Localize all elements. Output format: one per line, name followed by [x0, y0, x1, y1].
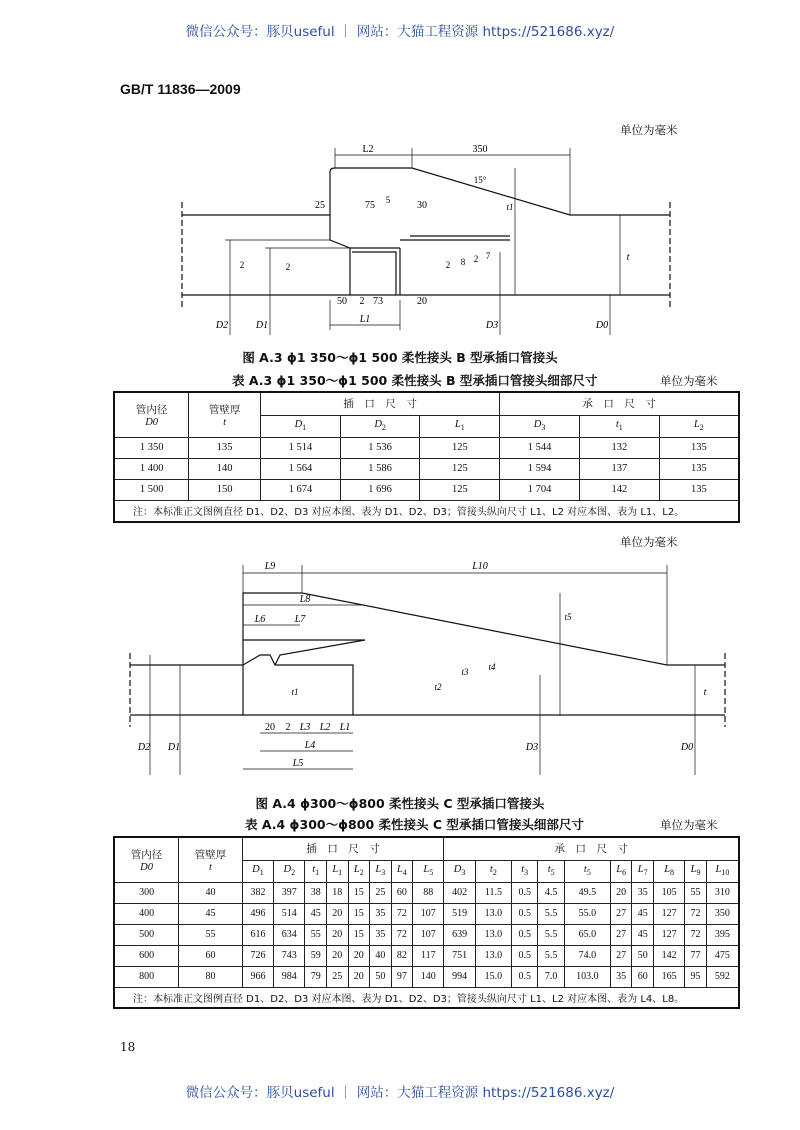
fig4-label-2: 2	[285, 722, 291, 733]
fig4-label-L4: L4	[304, 740, 316, 751]
table-cell: 117	[413, 945, 444, 966]
table-a4-note: 注：本标准正文图例直径 D1、D2、D3 对应本图、表为 D1、D2、D3；管接头纵向尺寸 L1、L2 对应本图、表为 L4、L8。	[114, 987, 739, 1008]
header-wall: 管壁厚 t	[179, 837, 243, 882]
table-cell: 5.5	[538, 903, 564, 924]
table-a3-unit: 单位为毫米	[660, 374, 718, 388]
column-header: $D_3$	[444, 860, 475, 882]
fig3-label-angle: 15°	[473, 175, 487, 185]
table-cell: 72	[685, 903, 707, 924]
table-cell: 79	[305, 966, 327, 987]
fig4-label-t3: t3	[461, 667, 469, 677]
fig3-label-2a: 2	[239, 260, 245, 270]
column-header: $t_1$	[305, 860, 327, 882]
fig3-label-t: t	[626, 252, 630, 263]
table-cell: 65.0	[564, 924, 610, 945]
table-cell: 45	[632, 924, 654, 945]
fig4-label-L1: L1	[339, 722, 351, 733]
column-header: $t_5$	[564, 860, 610, 882]
table-cell: 35	[610, 966, 632, 987]
page-number: 18	[120, 1040, 136, 1054]
fig3-label-50: 50	[337, 296, 347, 307]
fig3-label-2d: 2	[473, 254, 479, 264]
table-cell: 13.0	[475, 924, 511, 945]
fig4-label-L10: L10	[472, 561, 488, 572]
fig4-label-L5: L5	[292, 758, 304, 769]
table-cell: 800	[114, 966, 179, 987]
table-cell: 1 586	[340, 458, 420, 479]
table-cell: 1 514	[261, 437, 341, 458]
fig3-label-30: 30	[417, 200, 427, 211]
table-cell: 300	[114, 882, 179, 903]
table-row	[114, 437, 739, 458]
table-cell: 397	[274, 882, 305, 903]
table-cell: 15	[348, 924, 370, 945]
table-cell: 13.0	[475, 903, 511, 924]
column-header: $L_4$	[391, 860, 413, 882]
table-cell: 135	[659, 479, 739, 500]
header-spigot: 插 口 尺 寸	[242, 837, 444, 860]
fig3-label-L1: L1	[359, 314, 371, 325]
table-cell: 74.0	[564, 945, 610, 966]
fig3-label-20: 20	[417, 296, 427, 307]
table-cell: 395	[706, 924, 739, 945]
table-cell: 40	[370, 945, 392, 966]
header-spigot: 插 口 尺 寸	[261, 392, 500, 415]
header-watermark: 微信公众号：豚贝useful ｜ 网站：大猫工程资源 https://521686.xyz/	[185, 24, 615, 40]
fig3-label-7: 7	[485, 251, 491, 261]
table-cell: 519	[444, 903, 475, 924]
table-cell: 55	[305, 924, 327, 945]
fig4-label-t: t	[703, 687, 707, 698]
footer-watermark: 微信公众号：豚贝useful ｜ 网站：大猫工程资源 https://521686.xyz/	[185, 1085, 615, 1101]
figure-a4-unit: 单位为毫米	[620, 535, 678, 549]
table-cell: 50	[632, 945, 654, 966]
fig4-label-t5: t5	[564, 612, 572, 622]
table-cell: 142	[653, 945, 684, 966]
fig4-label-D3: D3	[525, 742, 539, 753]
table-cell: 25	[370, 882, 392, 903]
table-cell: 400	[114, 903, 179, 924]
table-cell: 7.0	[538, 966, 564, 987]
table-row	[114, 903, 739, 924]
header-inner-dia: 管内径 D0	[114, 392, 189, 437]
table-cell: 1 400	[114, 458, 189, 479]
table-cell: 4.5	[538, 882, 564, 903]
fig4-label-D1: D1	[167, 742, 181, 753]
column-header: $L_6$	[610, 860, 632, 882]
column-header: $L_8$	[653, 860, 684, 882]
table-cell: 5.5	[538, 945, 564, 966]
fig3-label-25: 25	[315, 200, 325, 211]
column-header: $L_9$	[685, 860, 707, 882]
table-cell: 35	[370, 903, 392, 924]
fig3-label-2c: 2	[445, 260, 451, 270]
table-cell: 616	[242, 924, 273, 945]
table-cell: 20	[348, 945, 370, 966]
table-cell: 72	[391, 903, 413, 924]
table-cell: 27	[610, 903, 632, 924]
fig3-label-2b: 2	[285, 262, 291, 272]
table-cell: 496	[242, 903, 273, 924]
table-cell: 994	[444, 966, 475, 987]
table-cell: 40	[179, 882, 243, 903]
table-cell: 0.5	[512, 903, 538, 924]
table-cell: 135	[659, 458, 739, 479]
table-cell: 743	[274, 945, 305, 966]
table-cell: 35	[370, 924, 392, 945]
table-cell: 15	[348, 882, 370, 903]
fig3-label-73: 73	[373, 296, 383, 307]
column-header: $D_2$	[340, 415, 420, 437]
table-cell: 1 594	[500, 458, 580, 479]
header-inner-dia: 管内径 D0	[114, 837, 179, 882]
table-cell: 97	[391, 966, 413, 987]
table-cell: 402	[444, 882, 475, 903]
table-cell: 150	[189, 479, 261, 500]
table-cell: 80	[179, 966, 243, 987]
fig4-label-t2: t2	[434, 682, 442, 692]
table-cell: 127	[653, 903, 684, 924]
table-cell: 95	[685, 966, 707, 987]
table-cell: 45	[305, 903, 327, 924]
table-cell: 966	[242, 966, 273, 987]
fig4-label-20: 20	[265, 722, 275, 733]
column-header: $t_3$	[512, 860, 538, 882]
table-row	[114, 945, 739, 966]
fig3-label-D0: D0	[595, 320, 609, 331]
table-a4	[113, 836, 740, 1009]
column-header: $L_{10}$	[706, 860, 739, 882]
table-cell: 72	[391, 924, 413, 945]
column-header: $t_2$	[475, 860, 511, 882]
table-cell: 0.5	[512, 945, 538, 966]
table-cell: 27	[610, 924, 632, 945]
table-cell: 1 500	[114, 479, 189, 500]
table-cell: 125	[420, 479, 500, 500]
column-header: $D_2$	[274, 860, 305, 882]
table-cell: 60	[632, 966, 654, 987]
table-cell: 0.5	[512, 966, 538, 987]
table-cell: 350	[706, 903, 739, 924]
column-header: $L_3$	[370, 860, 392, 882]
figure-a4-drawing	[120, 555, 740, 780]
table-cell: 500	[114, 924, 179, 945]
table-cell: 55	[685, 882, 707, 903]
table-cell: 82	[391, 945, 413, 966]
table-cell: 5.5	[538, 924, 564, 945]
table-a3-note: 注：本标准正文图例直径 D1、D2、D3 对应本图、表为 D1、D2、D3；管接头纵向尺寸 L1、L2 对应本图、表为 L1、L2。	[114, 500, 739, 522]
table-cell: 15.0	[475, 966, 511, 987]
column-header: $t_5$	[538, 860, 564, 882]
column-header: $L_7$	[632, 860, 654, 882]
fig4-label-L9: L9	[264, 561, 276, 572]
table-cell: 0.5	[512, 924, 538, 945]
table-cell: 135	[659, 437, 739, 458]
table-cell: 107	[413, 924, 444, 945]
column-header: $L_2$	[348, 860, 370, 882]
fig3-label-D2: D2	[215, 320, 229, 331]
header-socket: 承 口 尺 寸	[444, 837, 739, 860]
table-cell: 72	[685, 924, 707, 945]
table-cell: 35	[632, 882, 654, 903]
column-header: $L_1$	[420, 415, 500, 437]
table-cell: 1 536	[340, 437, 420, 458]
table-cell: 11.5	[475, 882, 511, 903]
table-cell: 135	[189, 437, 261, 458]
table-cell: 107	[413, 903, 444, 924]
fig3-label-2e: 2	[359, 296, 365, 307]
table-cell: 1 564	[261, 458, 341, 479]
table-cell: 127	[653, 924, 684, 945]
table-cell: 45	[179, 903, 243, 924]
table-cell: 514	[274, 903, 305, 924]
fig3-label-t1: t1	[506, 202, 514, 212]
table-cell: 140	[413, 966, 444, 987]
table-row	[114, 458, 739, 479]
table-cell: 0.5	[512, 882, 538, 903]
fig4-label-L2: L2	[319, 722, 331, 733]
table-cell: 20	[348, 966, 370, 987]
table-cell: 125	[420, 458, 500, 479]
column-header: $D_3$	[500, 415, 580, 437]
table-cell: 125	[420, 437, 500, 458]
table-cell: 25	[326, 966, 348, 987]
table-cell: 639	[444, 924, 475, 945]
fig3-label-L2: L2	[362, 144, 374, 155]
fig4-label-D2: D2	[137, 742, 151, 753]
table-cell: 50	[370, 966, 392, 987]
fig4-label-L8: L8	[299, 594, 311, 605]
table-cell: 726	[242, 945, 273, 966]
table-row	[114, 882, 739, 903]
fig4-label-D0: D0	[680, 742, 694, 753]
table-cell: 1 544	[500, 437, 580, 458]
table-cell: 1 704	[500, 479, 580, 500]
table-cell: 18	[326, 882, 348, 903]
table-cell: 600	[114, 945, 179, 966]
table-cell: 55	[179, 924, 243, 945]
table-cell: 140	[189, 458, 261, 479]
fig4-label-L3: L3	[299, 722, 311, 733]
table-cell: 15	[348, 903, 370, 924]
table-cell: 55.0	[564, 903, 610, 924]
fig3-label-75: 75	[365, 200, 375, 211]
fig4-label-t1: t1	[291, 687, 299, 697]
table-cell: 984	[274, 966, 305, 987]
standard-number: GB/T 11836—2009	[120, 81, 241, 97]
column-header: $D_1$	[261, 415, 341, 437]
table-cell: 105	[653, 882, 684, 903]
table-cell: 1 350	[114, 437, 189, 458]
fig4-label-L7: L7	[294, 614, 306, 625]
table-cell: 45	[632, 903, 654, 924]
table-cell: 27	[610, 945, 632, 966]
table-cell: 310	[706, 882, 739, 903]
table-cell: 132	[579, 437, 659, 458]
figure-a3-unit: 单位为毫米	[620, 123, 678, 137]
table-cell: 142	[579, 479, 659, 500]
column-header: $D_1$	[242, 860, 273, 882]
table-cell: 634	[274, 924, 305, 945]
fig3-label-5: 5	[385, 195, 391, 205]
fig3-label-D3: D3	[485, 320, 499, 331]
table-a4-unit: 单位为毫米	[660, 818, 718, 832]
header-wall: 管壁厚 t	[189, 392, 261, 437]
figure-a3-drawing	[170, 140, 690, 335]
table-cell: 60	[179, 945, 243, 966]
column-header: $L_1$	[326, 860, 348, 882]
table-cell: 103.0	[564, 966, 610, 987]
fig3-label-350: 350	[472, 144, 488, 155]
table-cell: 137	[579, 458, 659, 479]
table-a3-title: 表 A.3 ϕ1 350～ϕ1 500 柔性接头 B 型承插口管接头细部尺寸	[232, 373, 598, 388]
fig4-label-L6: L6	[254, 614, 266, 625]
table-cell: 20	[326, 924, 348, 945]
table-cell: 751	[444, 945, 475, 966]
table-cell: 165	[653, 966, 684, 987]
figure-a3-caption: 图 A.3 ϕ1 350～ϕ1 500 柔性接头 B 型承插口管接头	[242, 350, 558, 365]
table-cell: 88	[413, 882, 444, 903]
table-cell: 1 696	[340, 479, 420, 500]
column-header: $L_2$	[659, 415, 739, 437]
table-cell: 475	[706, 945, 739, 966]
fig4-label-t4: t4	[488, 662, 496, 672]
column-header: $t_1$	[579, 415, 659, 437]
table-cell: 1 674	[261, 479, 341, 500]
table-cell: 382	[242, 882, 273, 903]
table-cell: 49.5	[564, 882, 610, 903]
table-cell: 20	[610, 882, 632, 903]
column-header: $L_5$	[413, 860, 444, 882]
header-socket: 承 口 尺 寸	[500, 392, 739, 415]
fig3-label-D1: D1	[255, 320, 269, 331]
table-cell: 20	[326, 903, 348, 924]
table-cell: 20	[326, 945, 348, 966]
table-cell: 77	[685, 945, 707, 966]
table-row	[114, 479, 739, 500]
table-cell: 592	[706, 966, 739, 987]
table-cell: 38	[305, 882, 327, 903]
figure-a4-caption: 图 A.4 ϕ300～ϕ800 柔性接头 C 型承插口管接头	[255, 796, 545, 811]
table-row	[114, 966, 739, 987]
fig3-label-8: 8	[460, 257, 466, 267]
table-cell: 13.0	[475, 945, 511, 966]
table-cell: 60	[391, 882, 413, 903]
table-cell: 59	[305, 945, 327, 966]
table-row	[114, 924, 739, 945]
table-a3	[113, 391, 740, 523]
table-a4-title: 表 A.4 ϕ300～ϕ800 柔性接头 C 型承插口管接头细部尺寸	[245, 817, 584, 832]
